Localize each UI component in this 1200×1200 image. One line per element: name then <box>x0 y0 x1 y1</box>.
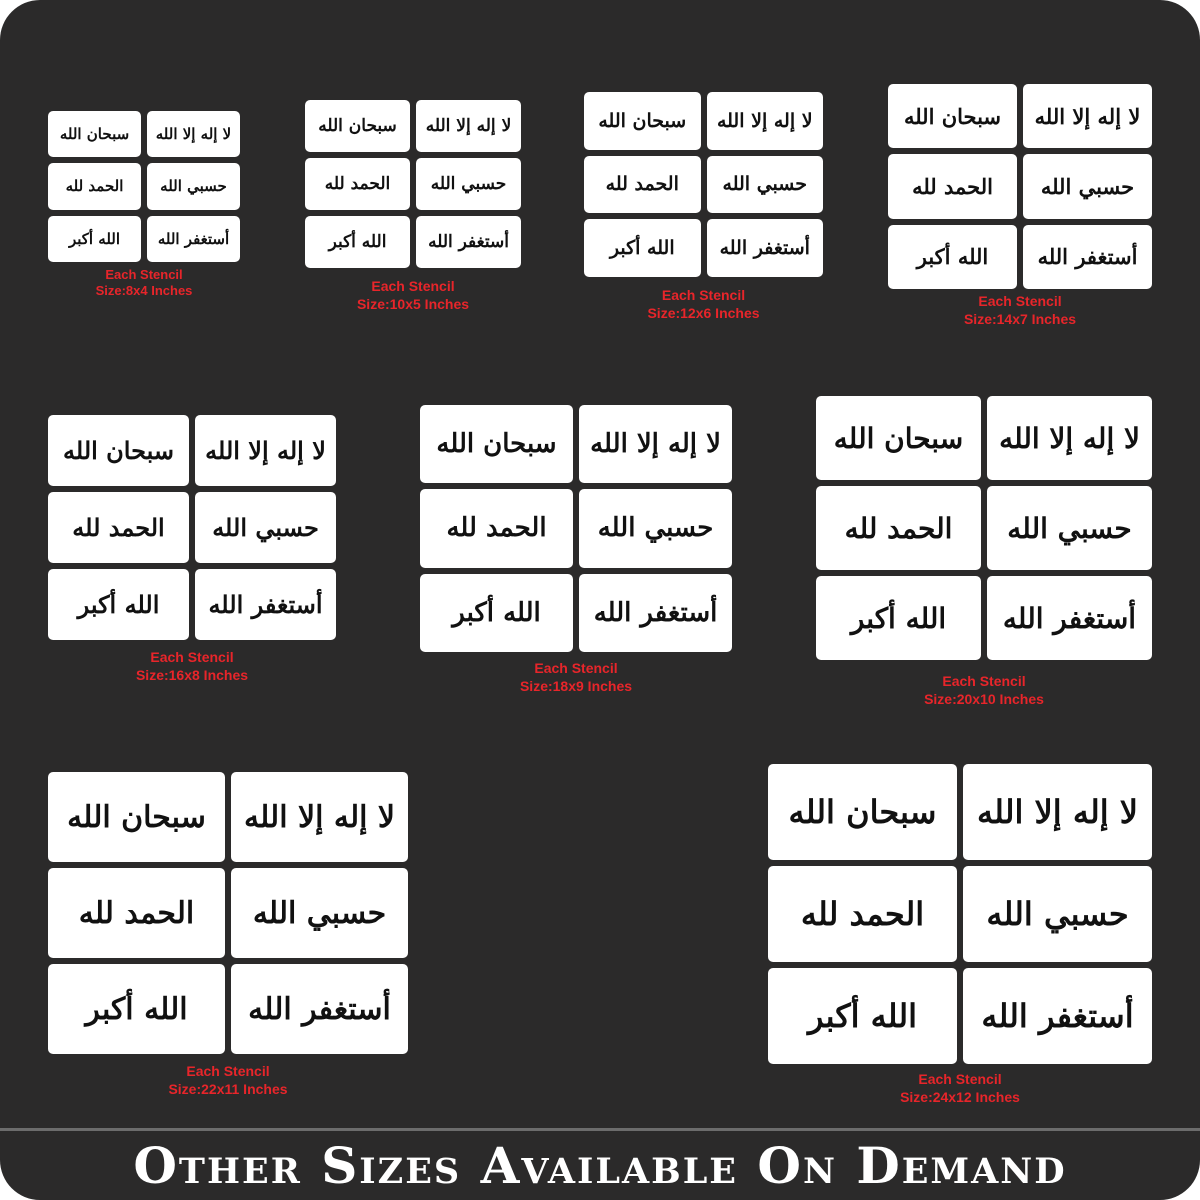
size-caption <box>420 660 732 695</box>
stencil-card: حسبي الله <box>147 163 240 209</box>
stencil-card: الله أكبر <box>584 219 701 277</box>
stencil-card: الحمد لله <box>420 489 573 567</box>
stencil-card: لا إله إلا الله <box>707 92 824 150</box>
size-caption <box>305 278 521 313</box>
stencil-card: أستغفر الله <box>707 219 824 277</box>
stencil-card: الله أكبر <box>48 569 189 640</box>
stencil-card: أستغفر الله <box>231 964 408 1054</box>
stencil-card: الحمد لله <box>768 866 957 962</box>
stencil-set <box>768 764 1152 1064</box>
stencil-set <box>305 100 521 268</box>
stencil-card: أستغفر الله <box>963 968 1152 1064</box>
stencil-card: لا إله إلا الله <box>416 100 521 152</box>
stencil-card: أستغفر الله <box>1023 225 1152 289</box>
caption-line-2: Size:24x12 Inches <box>900 1088 1020 1105</box>
size-caption <box>888 293 1152 328</box>
stencil-card: حسبي الله <box>963 866 1152 962</box>
caption-line-1: Each Stencil <box>150 649 234 665</box>
stencil-card: الله أكبر <box>768 968 957 1064</box>
stencil-card: الحمد لله <box>816 486 981 570</box>
stencil-card: الله أكبر <box>816 576 981 660</box>
stencil-card: سبحان الله <box>816 396 981 480</box>
size-caption <box>48 649 336 684</box>
caption-line-1: Each Stencil <box>918 1071 1002 1087</box>
stencil-card: لا إله إلا الله <box>579 405 732 483</box>
size-caption <box>768 1071 1152 1106</box>
caption-line-2: Size:18x9 Inches <box>519 677 633 694</box>
caption-line-1: Each Stencil <box>105 267 183 282</box>
stencil-card: لا إله إلا الله <box>987 396 1152 480</box>
stencil-card: أستغفر الله <box>416 216 521 268</box>
stencil-card: أستغفر الله <box>195 569 336 640</box>
stencil-card: لا إله إلا الله <box>231 772 408 862</box>
caption-line-2: Size:12x6 Inches <box>647 304 760 321</box>
caption-line-1: Each Stencil <box>978 293 1062 309</box>
stencil-card: الله أكبر <box>420 574 573 652</box>
caption-line-2: Size:20x10 Inches <box>924 690 1044 707</box>
caption-line-2: Size:22x11 Inches <box>168 1080 288 1097</box>
stencil-card: الحمد لله <box>584 156 701 214</box>
caption-line-2: Size:10x5 Inches <box>356 295 470 312</box>
caption-line-2: Size:8x4 Inches <box>95 283 193 299</box>
stencil-card: الحمد لله <box>48 868 225 958</box>
stencil-card: أستغفر الله <box>147 216 240 262</box>
caption-line-2: Size:14x7 Inches <box>963 310 1077 327</box>
stencil-card: سبحان الله <box>584 92 701 150</box>
stencil-set <box>48 111 240 262</box>
stencil-card: لا إله إلا الله <box>963 764 1152 860</box>
stencil-card: الله أكبر <box>888 225 1017 289</box>
stencil-card: لا إله إلا الله <box>195 415 336 486</box>
stencil-card: الحمد لله <box>305 158 410 210</box>
stencil-card: لا إله إلا الله <box>147 111 240 157</box>
caption-line-1: Each Stencil <box>942 673 1026 689</box>
stencil-card: سبحان الله <box>420 405 573 483</box>
footer-banner: Other Sizes Available On Demand <box>133 1136 1067 1195</box>
stencil-set <box>48 772 408 1054</box>
stencil-card: حسبي الله <box>987 486 1152 570</box>
stencil-card: حسبي الله <box>707 156 824 214</box>
stencil-card: حسبي الله <box>231 868 408 958</box>
stencil-set <box>816 396 1152 660</box>
stencil-card: الله أكبر <box>48 964 225 1054</box>
stencil-card: سبحان الله <box>305 100 410 152</box>
stencil-card: الله أكبر <box>48 216 141 262</box>
stencil-card: حسبي الله <box>416 158 521 210</box>
stencil-card: لا إله إلا الله <box>1023 84 1152 148</box>
stencil-card: أستغفر الله <box>987 576 1152 660</box>
stencil-card: سبحان الله <box>888 84 1017 148</box>
caption-line-1: Each Stencil <box>534 660 618 676</box>
stencil-card: حسبي الله <box>579 489 732 567</box>
stencil-card: الله أكبر <box>305 216 410 268</box>
size-caption <box>584 287 823 322</box>
stencil-set <box>888 84 1152 289</box>
caption-line-2: Size:16x8 Inches <box>135 666 249 683</box>
caption-line-1: Each Stencil <box>661 287 746 303</box>
size-caption <box>48 267 240 300</box>
stencil-set <box>420 405 732 652</box>
size-caption <box>816 673 1152 708</box>
stencil-card: سبحان الله <box>48 772 225 862</box>
caption-line-1: Each Stencil <box>371 278 455 294</box>
stencil-card: سبحان الله <box>48 111 141 157</box>
stencil-card: حسبي الله <box>1023 154 1152 218</box>
stencil-card: سبحان الله <box>768 764 957 860</box>
stencil-card: أستغفر الله <box>579 574 732 652</box>
stencil-card: حسبي الله <box>195 492 336 563</box>
stencil-card: سبحان الله <box>48 415 189 486</box>
size-caption <box>48 1063 408 1098</box>
stencil-set <box>584 92 823 277</box>
stencil-card: الحمد لله <box>48 163 141 209</box>
stencil-card: الحمد لله <box>48 492 189 563</box>
stencil-card: الحمد لله <box>888 154 1017 218</box>
caption-line-1: Each Stencil <box>186 1063 270 1079</box>
stencil-set <box>48 415 336 640</box>
